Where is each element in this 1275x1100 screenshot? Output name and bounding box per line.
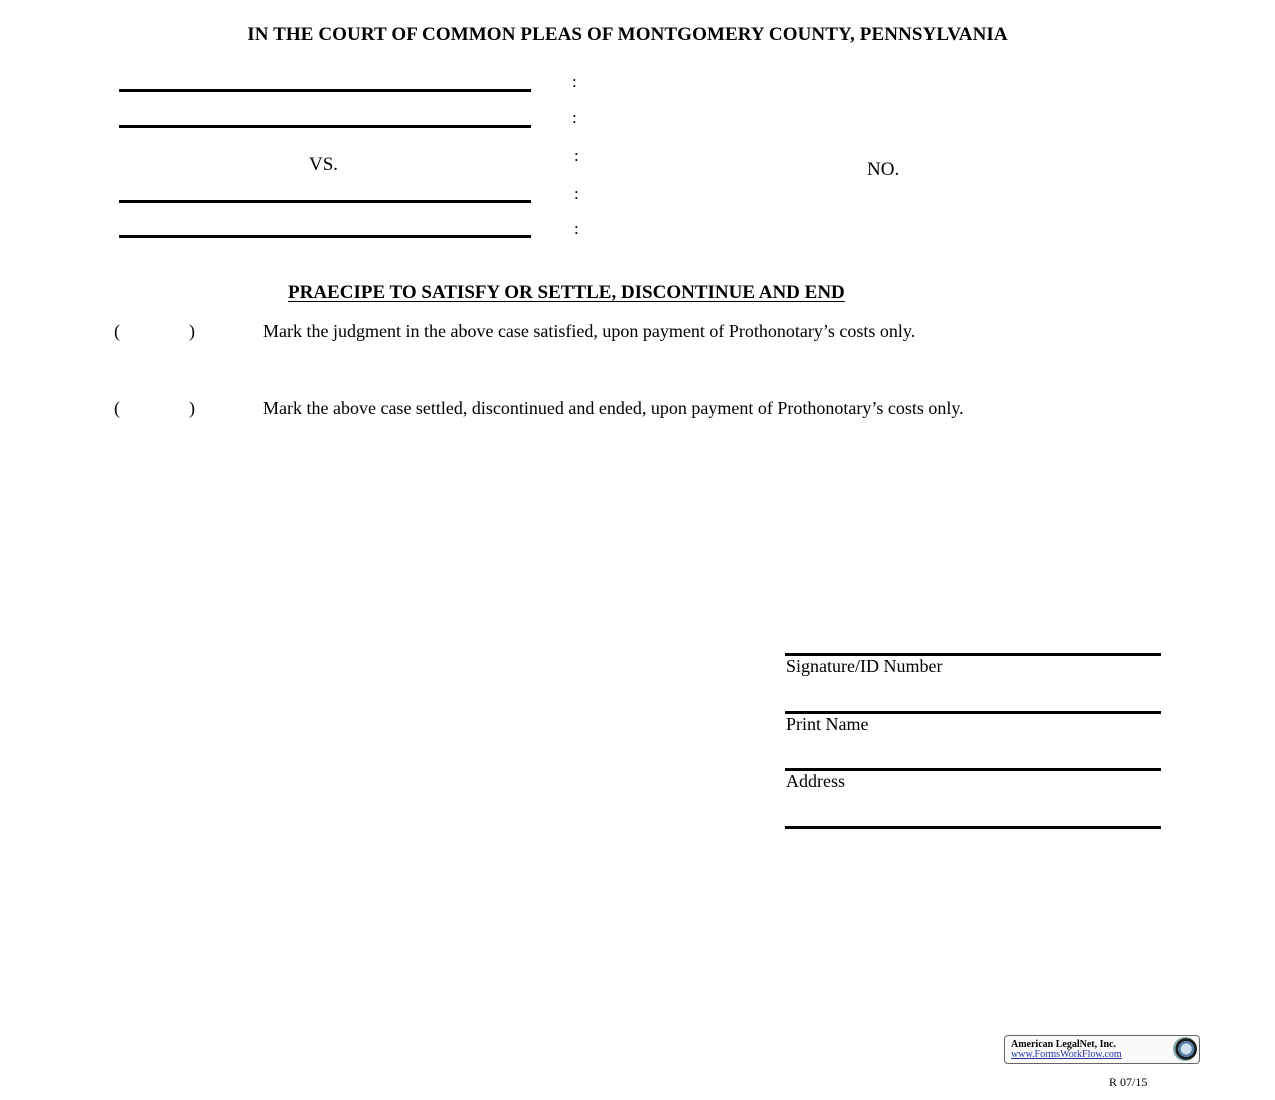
court-title: IN THE COURT OF COMMON PLEAS OF MONTGOMERY COUNTY, PENNSYLVANIA bbox=[247, 24, 1008, 45]
plaintiff-line-1[interactable] bbox=[119, 89, 531, 92]
address-label: Address bbox=[786, 771, 845, 791]
revision-label: R 07/15 bbox=[1109, 1075, 1148, 1089]
case-number-label: NO. bbox=[867, 159, 900, 180]
defendant-line-2[interactable] bbox=[119, 235, 531, 238]
option-1-checkbox-open[interactable]: ( bbox=[114, 321, 120, 341]
globe-logo-icon bbox=[1173, 1037, 1197, 1061]
caption-colon: : bbox=[574, 146, 579, 165]
caption-colon: : bbox=[572, 108, 577, 127]
option-2-checkbox-open[interactable]: ( bbox=[114, 398, 120, 418]
document-title: PRAECIPE TO SATISFY OR SETTLE, DISCONTINUE AND END bbox=[288, 282, 845, 303]
caption-colon: : bbox=[572, 72, 577, 91]
caption-colon: : bbox=[574, 219, 579, 238]
address-line-2[interactable] bbox=[785, 826, 1161, 829]
print-name-label: Print Name bbox=[786, 714, 869, 734]
company-url-link[interactable]: www.FormsWorkFlow.com bbox=[1011, 1049, 1122, 1060]
option-1-text: Mark the judgment in the above case satisfied, upon payment of Prothonotary’s costs only. bbox=[263, 321, 916, 341]
company-name: American LegalNet, Inc. bbox=[1011, 1039, 1116, 1050]
legalnet-badge[interactable] bbox=[1004, 1035, 1200, 1064]
defendant-line-1[interactable] bbox=[119, 200, 531, 203]
option-2-text: Mark the above case settled, discontinued and ended, upon payment of Prothonotary’s costs only. bbox=[263, 398, 964, 418]
signature-label: Signature/ID Number bbox=[786, 656, 943, 676]
versus-label: VS. bbox=[309, 154, 339, 175]
option-1-checkbox-close[interactable]: ) bbox=[189, 321, 195, 341]
plaintiff-line-2[interactable] bbox=[119, 125, 531, 128]
caption-colon: : bbox=[574, 184, 579, 203]
option-2-checkbox-close[interactable]: ) bbox=[189, 398, 195, 418]
